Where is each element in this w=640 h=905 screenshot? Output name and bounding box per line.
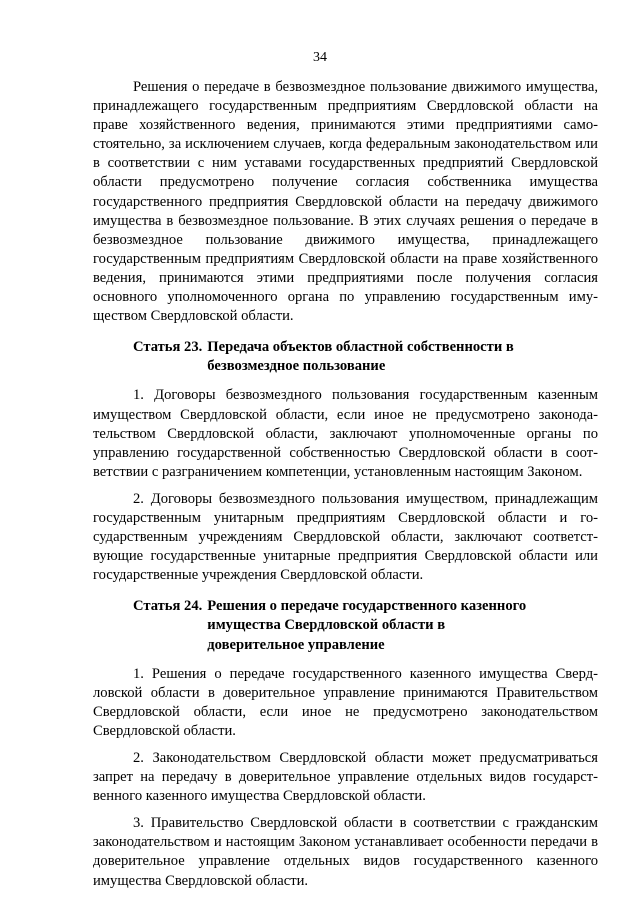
- article-23-label: Статья 23.: [133, 339, 203, 356]
- article-24-paragraph-2: 2. Законодательством Свердловской области может предусматриваться запрет на передачу в доверительное управление отдельных видов государственного казенного имущества Свердловской области.: [93, 750, 598, 805]
- article-24-label: Статья 24.: [133, 598, 203, 615]
- intro-paragraph: Решения о передаче в безвозмездное пользование движимого имущества, принадлежащего государственным предприятиям Свердловской области на праве хозяйственного ведения, принимаются этими предприятиями самостоятельно, за исключением случаев, когда федеральным законодательством или в соответствии с ним уставами государственных предприятий Свердловской области предусмотрено получение согласия собственника имущества государственного предприятия Свердловской области на передачу движимого имущества в безвозмездное пользование. В этих случаях решения о передаче в безвозмездное пользование движимого имущества, принадлежащего государственным предприятиям Свердловской области на праве хозяйственного ведения, принимаются этими предприятиями после получения согласия основного уполномоченного органа по управлению государственным имуществом Свердловской области.: [93, 79, 598, 325]
- article-24-paragraph-3: 3. Правительство Свердловской области в соответствии с гражданским законодательством и настоящим Законом устанавливает особенности передачи в доверительное управление отдельных видов государственного казенного имущества Свердловской области.: [93, 815, 598, 889]
- article-24-paragraph-1: 1. Решения о передаче государственного казенного имущества Свердловской области в доверительное управление принимаются Правительством Свердловской области, если иное не предусмотрено законодательством Свердловской области.: [93, 665, 598, 739]
- article-23-paragraph-1: 1. Договоры безвозмездного пользования государственным казенным имуществом Свердловской области, если иное не предусмотрено законодательством Свердловской области, заключают уполномоченные органы по управлению государственной собственностью Свердловской области в соответствии с разграничением компетенции, установленным настоящим Законом.: [93, 387, 598, 480]
- document-body: [93, 78, 598, 891]
- article-23-paragraph-2: 2. Договоры безвозмездного пользования имуществом, принадлежащим государственным унитарным предприятиям Свердловской области и государственным учреждениям Свердловской области, заключают соответствующие государственные унитарные предприятия Свердловской области или государственные учреждения Свердловской области.: [93, 490, 598, 584]
- article-23-title: Передача объектов областной собственности в безвозмездное пользование: [207, 339, 514, 375]
- article-23-heading: [93, 338, 598, 376]
- article-24-heading: [93, 597, 598, 654]
- page-number: 34: [313, 50, 327, 65]
- article-24-title: Решения о передаче государственного казенного имущества Свердловской области в доверительное управление: [207, 598, 527, 653]
